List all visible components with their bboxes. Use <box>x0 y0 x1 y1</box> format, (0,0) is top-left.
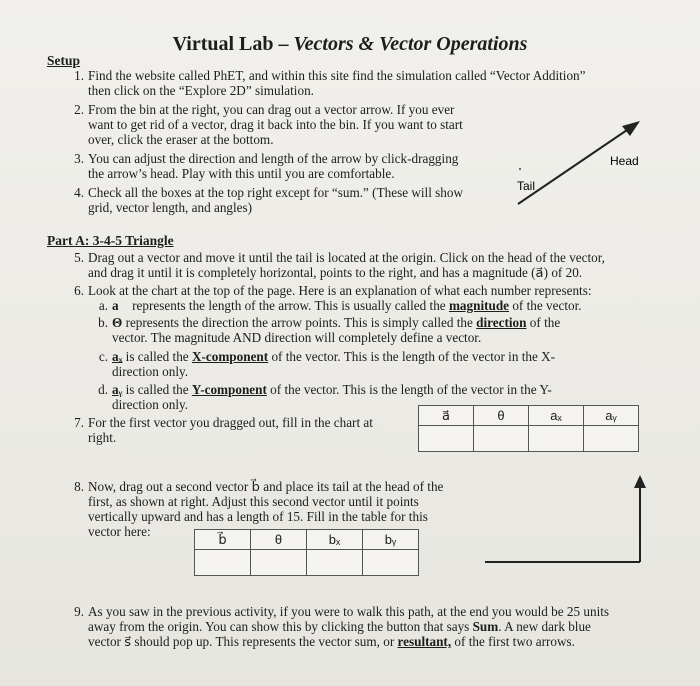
arrow-head-icon <box>622 121 640 136</box>
table1-header-ax: aₓ <box>529 406 584 426</box>
table1-cell-ay[interactable] <box>584 426 639 452</box>
table1-header-ay: aᵧ <box>584 406 639 426</box>
arrow-up-icon <box>634 475 646 488</box>
table2-header-theta: θ <box>251 530 307 550</box>
table2-header-bx: bₓ <box>307 530 363 550</box>
worksheet-page: Virtual Lab – Vectors & Vector Operations Setup 1. Find the website called PhET, and within this site find the simulation called “Vector Addition” then click on the “Explore 2D” simulation. 2. From the bin at the right, you can drag out a vector arrow. If you ever want to get rid of a vector, drag it back into the bin. If you want to start over, click the eraser at the bottom. 3. You can adjust the direction and length of the arrow by click-dragging the arrow’s head. Play with this until you are comfortable. 4. Check all the boxes at the top right except for “sum.” (These will show grid, vector length, and angles) Head Tail Part A: 3-4-5 Triangle 5. Drag out a vector and move it until the tail is located at the origin. Click on the head of the vector, and drag it until it is completely horizontal, points to the right, and has a magnitude (a⃗) of 20. 6. Look at the chart at the top of the page. Here is an explanation of what each number represents: a. a⃗ represents the length of the arrow. This is usually called the magnitude of the vector. b. Θ represents the direction the arrow points. This is simply called the direction of the vector. The magnitude AND direction will completely define a vector. c. aₓ is called the X-component of the vector. This is the length of the vector in the X- direction only. d. aᵧ is called the Y-component of the vector. This is the length of the vector in the Y- direction only. 7. For the first vector you dragged out, fill in the chart at right. a⃗ θ aₓ aᵧ 8. Now, drag out a second vector b⃗ and place its tail at the head of the first, as shown at right. Adjust this second vector until it points vertically upward and has a length of 15. Fill in the table for this vector here: b⃗ θ bₓ bᵧ 9. As you saw in the previous activity, if you were to walk this path, at the end you would be 25 units away from the origin. You can show this by clicking the button that says Sum. A new dark blue vector s⃗ should pop up. This represents the vector sum, or resultant, of the first two arrows. <box>0 0 700 686</box>
table2-cell-b[interactable] <box>195 550 251 576</box>
title-plain: Virtual Lab – <box>172 33 294 55</box>
title-italic: Vectors & Vector Operations <box>293 33 528 55</box>
head-label: Head <box>610 154 639 168</box>
part-a-heading: Part A: 3-4-5 Triangle <box>47 233 174 248</box>
setup-heading: Setup <box>47 53 81 68</box>
table1-header-theta: θ <box>474 406 529 426</box>
tail-dot <box>519 168 521 170</box>
table2-header-by: bᵧ <box>363 530 419 550</box>
table2-cell-theta[interactable] <box>251 550 307 576</box>
page-title <box>0 33 700 56</box>
tail-label: Tail <box>517 179 536 193</box>
vector-sum-diagram <box>480 470 660 570</box>
table2-header-b: b⃗ <box>195 530 251 550</box>
table2-cell-by[interactable] <box>363 550 419 576</box>
table1-cell-a[interactable] <box>419 426 474 452</box>
head-tail-diagram <box>500 110 670 215</box>
table1-cell-theta[interactable] <box>474 426 529 452</box>
table1-header-a: a⃗ <box>419 406 474 426</box>
table1-cell-ax[interactable] <box>529 426 584 452</box>
vector-a-table <box>418 405 639 452</box>
table2-cell-bx[interactable] <box>307 550 363 576</box>
vector-b-table <box>194 529 419 576</box>
